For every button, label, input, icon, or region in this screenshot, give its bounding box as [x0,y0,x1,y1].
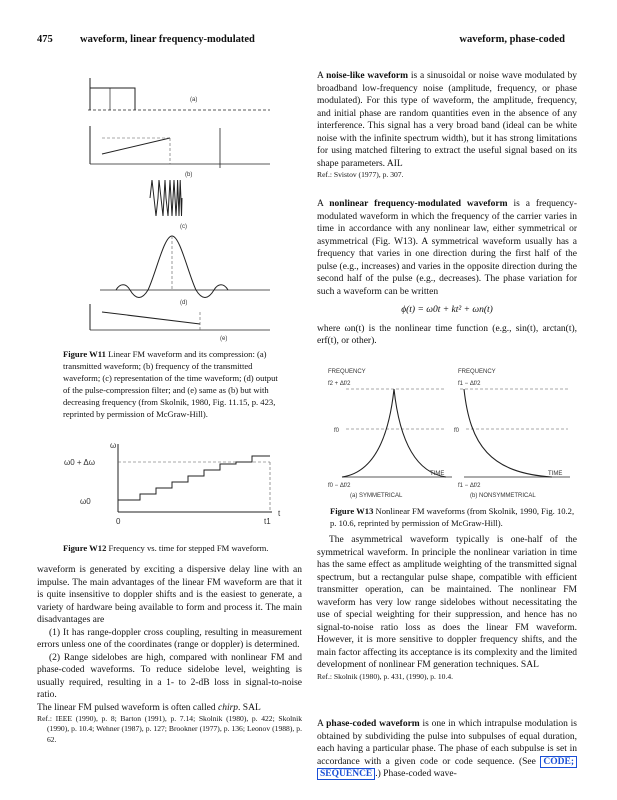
phase-coded-entry [317,718,577,781]
w13-panel-nonsymmetrical [454,369,570,499]
running-head-left: waveform, linear frequency-modulated [80,34,255,45]
nonlinear-where: where ωn(t) is the nonlinear time function (e.g., sin(t), arctan(t), erf(t), or other). [317,323,577,346]
chirp-post: . SAL [238,702,261,713]
lfm-paragraph: waveform is generated by exciting a dispersive delay line with an impulse. The main advantages of the linear FM waveform are that it is quite insensitive to doppler shifts and is the easiest to generate, a variety of hardware being available to form and process it. The main disadvantages are [37,565,302,625]
w11-panel-c [150,180,187,230]
w13-panel-symmetrical [328,369,452,499]
lfm-references: Ref.: IEEE (1990), p. 8; Barton (1991), p. 7.14; Skolnik (1980), p. 422; Skolnik (1990), p. 10.4; Wehner (1987), p. 127; Brookner (1977), p. 136; Leonov (1988), p. 62. [37,714,302,744]
figure-w12 [60,436,290,532]
w12-x-axis-label: t [278,509,281,518]
figure-w13-caption-text: Nonlinear FM waveforms (from Skolnik, 1990, Fig. 10.2, p. 10.6, reprinted by permission of McGraw-Hill). [330,506,575,528]
w11-label-e: (e) [220,336,228,342]
w11-panel-e [90,304,270,342]
figure-w13-caption-label: Figure W13 [330,506,374,516]
phase-equation: ϕ(t) = ω0t + kt² + ωn(t) [401,305,493,315]
asymmetrical-paragraph [317,534,577,682]
phase-tail: .) Phase-coded wave- [375,769,457,779]
noise-like-entry [317,70,577,180]
w13-right-f-top: f1 − Δf/2 [458,381,481,387]
figure-w11-caption-text: Linear FM waveform and its compression: (a) transmitted waveform; (b) frequency of the transmitted waveform; (c) representation of the time waveform; (d) output of the pulse-compression filter; and (e) same as (b) but with decreasing frequency (from Skolnik, 1980, Fig. 11.15, p. 423, reprinted by permission of McGraw-Hill). [63,349,278,419]
lfm-disadvantage-2: (2) Range sidelobes are high, compared with nonlinear FM and phase-coded waveforms. To reduce sidelobe level, weighting is usually required, resulting in a 1- to 2-dB loss in signal-to-noise ratio. [37,652,302,700]
phase-text: is one in which intrapulse modulation is obtained by subdividing the pulse into subpulses of equal duration, each having a particular phase. The phase of each subpulse is set in accordance with a given code or code sequence. (See [317,719,578,767]
noise-text: is a sinusoidal or noise wave modulated by broadband low-frequency noise (amplitude, frequency, or phase modulated). For this type of waveform, the amplitude, frequency, and initial phase are random quantities even in the absence of any interference. This signal has a very broad band (ideal can be white noise with the infinite spectrum width), but it has strong limitations for using matched filtering to extract the useful signal based on its shape parameters. AIL [317,71,577,169]
sequence-crossref-link[interactable]: SEQUENCE [317,768,375,780]
w13-left-f-bottom: f0 − Δf/2 [328,483,351,489]
figure-w11 [80,68,290,343]
w12-y-bottom-label: ω0 [80,497,91,506]
w12-x-end-label: t1 [264,517,271,526]
w11-label-d: (d) [180,300,188,306]
figure-w11-caption [63,348,286,420]
chirp-sentence [37,702,302,715]
phase-intro: A [317,719,327,729]
w11-chirp-curve [150,180,182,216]
noise-intro: A [317,71,327,81]
noise-reference: Ref.: Svistov (1977), p. 307. [317,170,404,179]
w13-time-label: TIME [430,471,445,477]
w11-panel-b [90,126,270,178]
w12-staircase [118,456,270,500]
chirp-pre: The linear FM pulsed waveform is often called [37,702,218,713]
nonlinear-term: nonlinear frequency-modulated waveform [329,199,508,209]
page-number: 475 [37,34,53,45]
w11-label-a: (a) [190,97,198,103]
figure-w13-caption [330,505,575,529]
w13-right-f-bottom: f1 − Δf/2 [458,483,481,489]
w13-symmetrical-curve [342,389,446,477]
w13-right-freq-label: FREQUENCY [458,369,496,375]
w11-panel-d [100,236,270,306]
w13-left-f0: f0 [334,428,340,434]
figure-w11-caption-label: Figure W11 [63,349,106,359]
code-crossref-link[interactable]: CODE; [540,756,577,768]
left-column-text [37,564,302,745]
w11-panel-a [88,78,270,110]
w13-nonsymmetrical-curve [464,389,552,477]
w13-right-f0: f0 [454,428,460,434]
lfm-disadvantage-1: (1) It has range-doppler cross coupling, resulting in measurement errors unless one of the coordinates (range or doppler) is determined. [37,627,302,650]
nonlinear-text: is a frequency-modulated waveform in which the frequency of the carrier varies in time in accordance with any nonlinear law, either symmetrical or asymmetrical (Fig. W13). A symmetrical waveform usually has a frequency that varies in one direction during the first half of the pulse (e.g., increases) and varies in the opposite direction during the second half of the pulse (e.g., decreases). The phase variation for such a waveform can be written [317,199,577,297]
nonlinear-intro: A [317,199,330,209]
w13-left-sub: (a) SYMMETRICAL [350,493,403,499]
w12-y-axis-label: ω [110,441,117,450]
asym-reference: Ref.: Skolnik (1980), p. 431, (1990), p. 10.4. [317,671,454,681]
noise-term: noise-like waveform [326,71,409,81]
running-head-right: waveform, phase-coded [459,34,565,45]
asym-text: The asymmetrical waveform typically is one-half of the symmetrical waveform. In principle the nonlinear variation in time has the same effect as amplitude weighting of the transmitted signal spectrum, but a rectangular pulse shape, compatible with efficient transmitter operation, can be maintained. The nonlinear FM waveform has very low range sidelobes without necessitating the use of special weighting for their suppression, and hence has no signal-to-noise ratio loss as does the linear FM waveform. However, it is more sensitive to doppler frequency shifts, and the main factor affecting its acceptance is its complexity and the limited development of nonlinear FM generation techniques. SAL [317,535,577,670]
w13-right-sub: (b) NONSYMMETRICAL [470,493,536,499]
chirp-term: chirp [217,702,239,713]
phase-term: phase-coded waveform [326,719,420,729]
figure-w12-caption-text: Frequency vs. time for stepped FM waveform. [108,543,269,553]
w12-x-origin-label: 0 [116,517,121,526]
w12-y-top-label: ω0 + Δω [64,458,95,467]
w13-left-freq-label: FREQUENCY [328,369,366,375]
nonlinear-fm-entry [317,198,577,348]
figure-w13 [320,365,580,503]
w11-label-b: (b) [185,172,193,178]
w13-left-f-top: f2 + Δf/2 [328,381,351,387]
w13-time-label-right: TIME [548,471,563,477]
w11-label-c: (c) [180,224,187,230]
figure-w12-caption [63,542,288,554]
figure-w12-caption-label: Figure W12 [63,543,107,553]
